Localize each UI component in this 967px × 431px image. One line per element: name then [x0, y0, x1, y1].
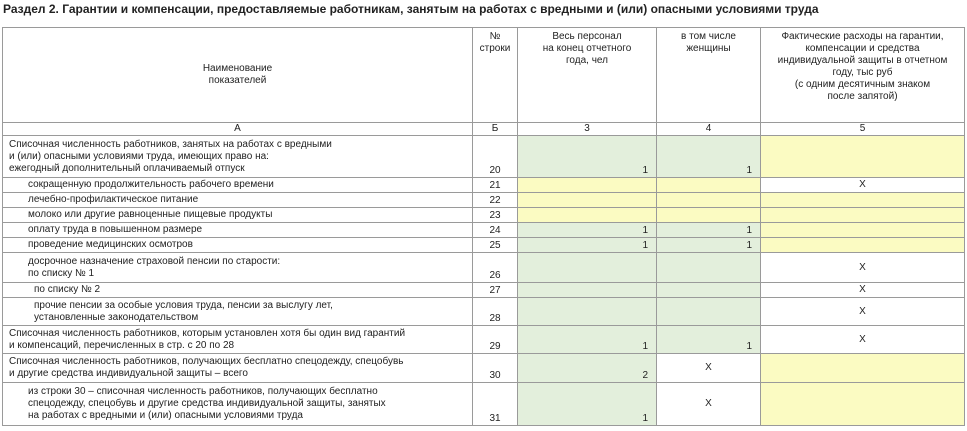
header-total-staff: Весь персонал на конец отчетного года, чел — [518, 28, 657, 123]
cell-total-staff[interactable]: 1 — [518, 238, 657, 253]
row-number: 31 — [473, 383, 518, 426]
table-row — [3, 136, 965, 178]
cell-total-staff[interactable]: 1 — [518, 326, 657, 354]
row-number: 22 — [473, 193, 518, 208]
cell-total-staff[interactable] — [518, 178, 657, 193]
table-row — [3, 383, 965, 426]
row-number: 21 — [473, 178, 518, 193]
cell-expenses[interactable] — [761, 383, 965, 426]
colnum-5: 5 — [761, 123, 965, 136]
cell-expenses: X — [761, 298, 965, 326]
row-number: 25 — [473, 238, 518, 253]
cell-total-staff[interactable] — [518, 298, 657, 326]
cell-women[interactable] — [657, 298, 761, 326]
row-label: по списку № 2 — [3, 283, 473, 298]
cell-expenses[interactable] — [761, 223, 965, 238]
row-label: Списочная численность работников, занятых на работах с вредными и (или) опасными условиями труда, имеющих право на: ежегодный дополнительный оплачиваемый отпуск — [3, 136, 473, 178]
cell-women[interactable] — [657, 178, 761, 193]
cell-expenses: X — [761, 253, 965, 283]
row-label: Списочная численность работников, которым установлен хотя бы один вид гарантий и компенсаций, перечисленных в стр. с 20 по 28 — [3, 326, 473, 354]
row-label: оплату труда в повышенном размере — [3, 223, 473, 238]
row-number: 27 — [473, 283, 518, 298]
row-label: сокращенную продолжительность рабочего времени — [3, 178, 473, 193]
column-number-row — [3, 123, 965, 136]
cell-total-staff[interactable] — [518, 283, 657, 298]
cell-women[interactable] — [657, 253, 761, 283]
row-label: прочие пенсии за особые условия труда, пенсии за выслугу лет, установленные законодательством — [3, 298, 473, 326]
cell-expenses[interactable] — [761, 136, 965, 178]
table-row — [3, 193, 965, 208]
cell-women[interactable]: 1 — [657, 326, 761, 354]
colnum-a: А — [3, 123, 473, 136]
cell-total-staff[interactable] — [518, 208, 657, 223]
guarantees-table — [2, 27, 965, 426]
cell-women[interactable]: 1 — [657, 136, 761, 178]
row-label: досрочное назначение страховой пенсии по старости: по списку № 1 — [3, 253, 473, 283]
row-number: 24 — [473, 223, 518, 238]
header-name: Наименование показателей — [3, 28, 473, 123]
colnum-b: Б — [473, 123, 518, 136]
table-row — [3, 283, 965, 298]
table-row — [3, 238, 965, 253]
row-label: проведение медицинских осмотров — [3, 238, 473, 253]
cell-expenses[interactable] — [761, 193, 965, 208]
cell-total-staff[interactable]: 2 — [518, 354, 657, 383]
row-number: 26 — [473, 253, 518, 283]
cell-women[interactable] — [657, 283, 761, 298]
cell-total-staff[interactable] — [518, 253, 657, 283]
cell-women[interactable]: 1 — [657, 238, 761, 253]
table-row — [3, 223, 965, 238]
row-number: 29 — [473, 326, 518, 354]
header-expenses: Фактические расходы на гарантии, компенсации и средства индивидуальной защиты в отчетном году, тыс руб (с одним десятичным знаком после запятой) — [761, 28, 965, 123]
table-row — [3, 354, 965, 383]
cell-expenses: X — [761, 283, 965, 298]
row-label: из строки 30 – списочная численность работников, получающих бесплатно спецодежду, спецобувь и другие средства индивидуальной защиты, занятых на работах с вредными и (или) опасными условиями труда — [3, 383, 473, 426]
colnum-4: 4 — [657, 123, 761, 136]
cell-expenses[interactable] — [761, 208, 965, 223]
cell-expenses[interactable] — [761, 354, 965, 383]
row-number: 20 — [473, 136, 518, 178]
header-women: в том числе женщины — [657, 28, 761, 123]
cell-women: X — [657, 383, 761, 426]
section-title: Раздел 2. Гарантии и компенсации, предоставляемые работникам, занятым на работах с вредными и (или) опасными условиями труда — [3, 2, 819, 16]
table-row — [3, 253, 965, 283]
table-row — [3, 208, 965, 223]
cell-expenses: X — [761, 326, 965, 354]
row-number: 28 — [473, 298, 518, 326]
row-number: 23 — [473, 208, 518, 223]
cell-expenses[interactable] — [761, 238, 965, 253]
header-rownum: № строки — [473, 28, 518, 123]
cell-total-staff[interactable]: 1 — [518, 136, 657, 178]
cell-total-staff[interactable]: 1 — [518, 223, 657, 238]
row-number: 30 — [473, 354, 518, 383]
cell-total-staff[interactable] — [518, 193, 657, 208]
table-row — [3, 178, 965, 193]
row-label: лечебно-профилактическое питание — [3, 193, 473, 208]
row-label: Списочная численность работников, получающих бесплатно спецодежду, спецобувь и другие средства индивидуальной защиты – всего — [3, 354, 473, 383]
cell-expenses: X — [761, 178, 965, 193]
colnum-3: 3 — [518, 123, 657, 136]
cell-total-staff[interactable]: 1 — [518, 383, 657, 426]
cell-women: X — [657, 354, 761, 383]
table-row — [3, 298, 965, 326]
cell-women[interactable] — [657, 193, 761, 208]
table-header-row — [3, 28, 965, 123]
row-label: молоко или другие равноценные пищевые продукты — [3, 208, 473, 223]
cell-women[interactable] — [657, 208, 761, 223]
cell-women[interactable]: 1 — [657, 223, 761, 238]
table-row — [3, 326, 965, 354]
